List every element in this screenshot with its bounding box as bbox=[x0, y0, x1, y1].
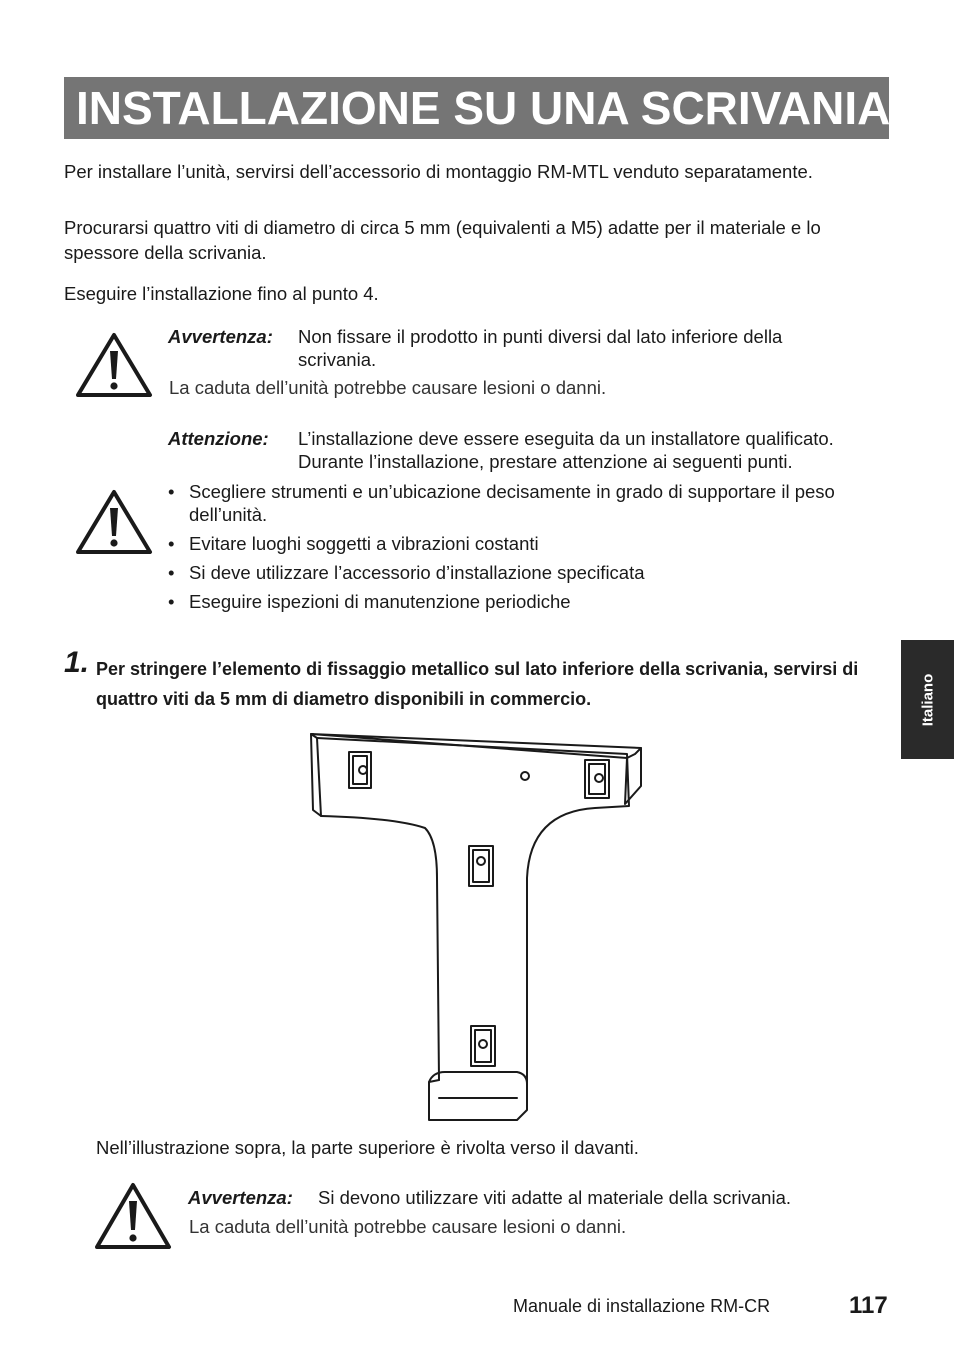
language-tab-label: Italiano bbox=[919, 673, 936, 726]
intro-paragraph-2: Procurarsi quattro viti di diametro di circa 5 mm (equivalenti a M5) adatte per il materiale e lo spessore della scrivania. bbox=[64, 217, 821, 263]
warning-2-subtext: La caduta dell’unità potrebbe causare lesioni o danni. bbox=[189, 1216, 627, 1237]
footer-manual-name: Manuale di installazione RM-CR bbox=[513, 1296, 771, 1316]
warning-1 bbox=[168, 325, 868, 371]
warning-2 bbox=[188, 1186, 888, 1210]
warning-triangle-icon bbox=[74, 331, 154, 399]
warning-1-text: Non fissare il prodotto in punti diversi dal lato inferiore della scrivania. bbox=[298, 326, 783, 370]
step-number: 1. bbox=[64, 646, 90, 679]
step-instruction: Per stringere l’elemento di fissaggio metallico sul lato inferiore della scrivania, servirsi di quattro viti da 5 mm di diametro disponibili in commercio. bbox=[96, 659, 859, 709]
warning-1-subtext: La caduta dell’unità potrebbe causare lesioni o danni. bbox=[169, 377, 607, 398]
page-title-bar bbox=[64, 77, 889, 139]
caution-text: L’installazione deve essere eseguita da un installatore qualificato. Durante l’installazione, prestare attenzione ai seguenti punti. bbox=[298, 428, 834, 472]
language-tab bbox=[901, 640, 954, 759]
warning-1-label: Avvertenza: bbox=[168, 326, 273, 347]
intro-paragraph-1: Per installare l’unità, servirsi dell’accessorio di montaggio RM-MTL venduto separatamente. bbox=[64, 161, 813, 182]
caution-label: Attenzione: bbox=[168, 428, 269, 449]
warning-2-label: Avvertenza: bbox=[188, 1187, 293, 1208]
page-number: 117 bbox=[849, 1292, 888, 1319]
warning-2-text: Si devono utilizzare viti adatte al materiale della scrivania. bbox=[318, 1187, 792, 1208]
caution bbox=[168, 427, 888, 473]
list-item: • Scegliere strumenti e un’ubicazione decisamente in grado di supportare il peso dell’unità. bbox=[168, 480, 868, 526]
list-item: • Evitare luoghi soggetti a vibrazioni costanti bbox=[168, 532, 868, 555]
figure-caption: Nell’illustrazione sopra, la parte superiore è rivolta verso il davanti. bbox=[96, 1137, 639, 1158]
list-item: • Si deve utilizzare l’accessorio d’installazione specificata bbox=[168, 561, 868, 584]
list-item: • Eseguire ispezioni di manutenzione periodiche bbox=[168, 590, 868, 613]
caution-bullet-list bbox=[168, 480, 868, 619]
warning-triangle-icon bbox=[74, 488, 154, 556]
intro-paragraph-3: Eseguire l’installazione fino al punto 4. bbox=[64, 283, 379, 304]
mounting-bracket-illustration bbox=[305, 728, 650, 1126]
warning-triangle-icon bbox=[93, 1181, 173, 1251]
page-title: INSTALLAZIONE SU UNA SCRIVANIA bbox=[76, 82, 891, 134]
